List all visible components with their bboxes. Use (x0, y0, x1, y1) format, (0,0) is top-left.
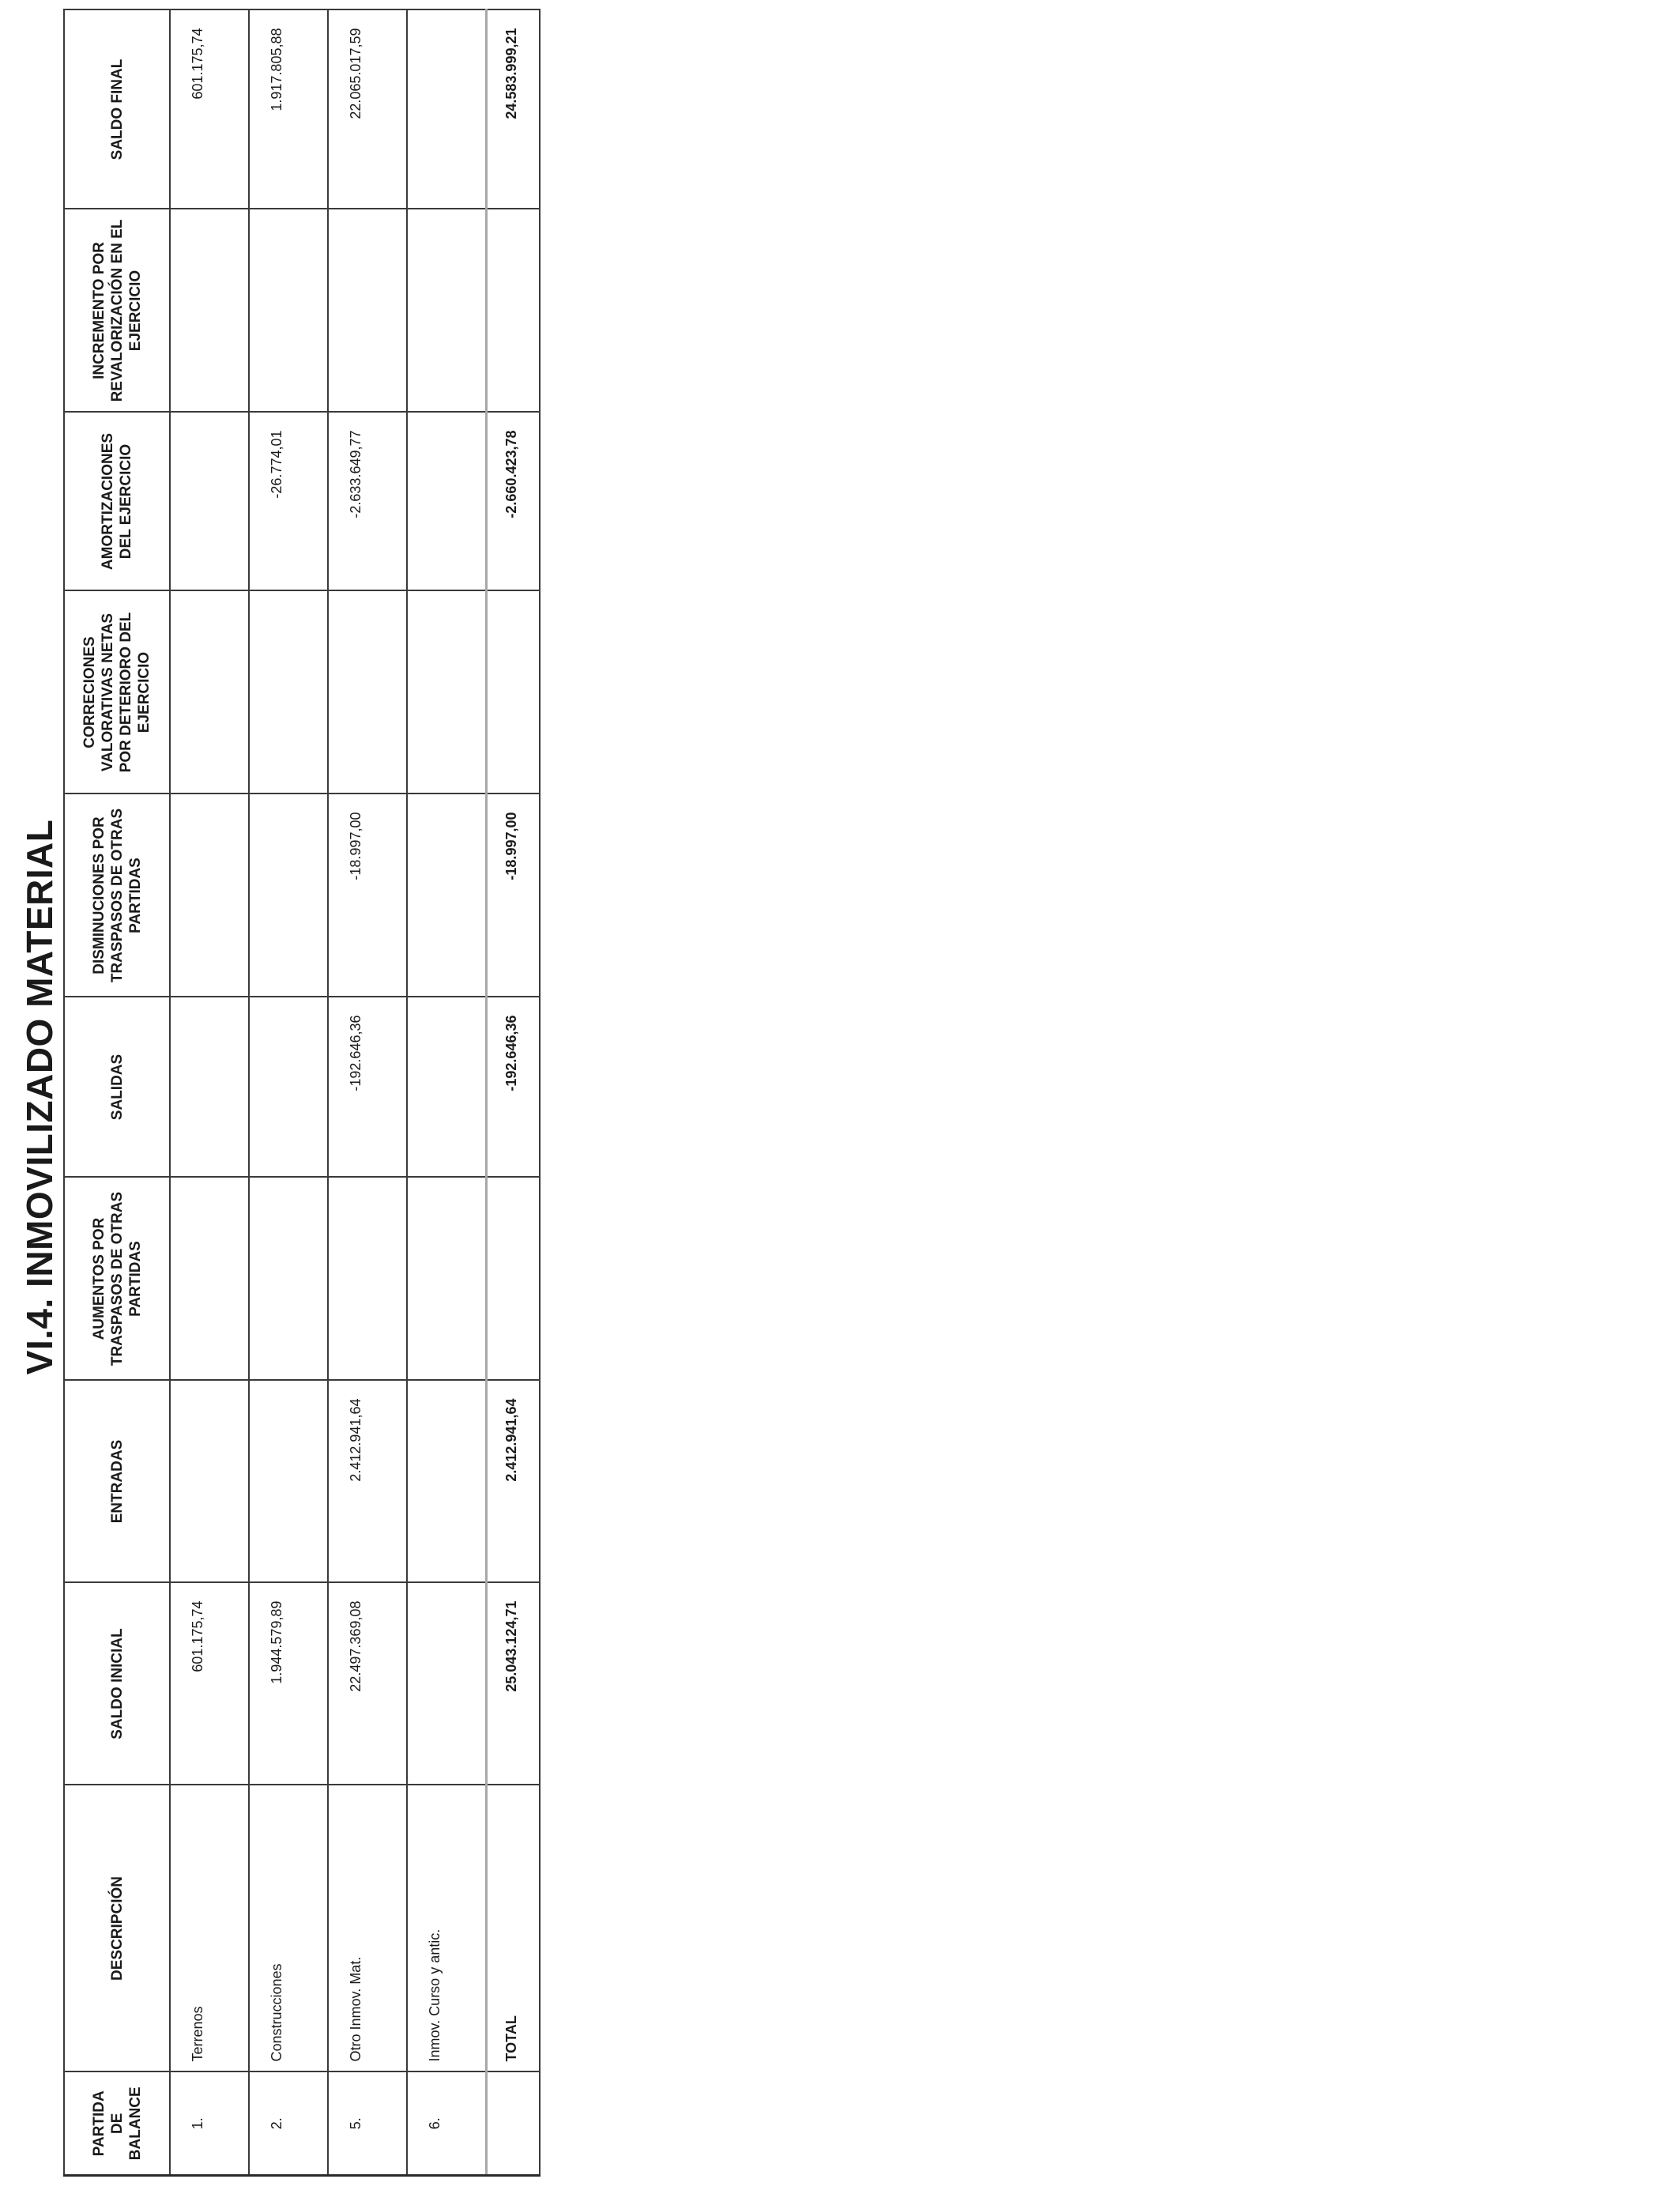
inmovilizado-table (63, 9, 541, 2177)
total-saldo-inicial: 25.043.124,71 (486, 1583, 540, 1785)
cell-entradas: 2.412.941,64 (328, 1381, 407, 1583)
header-entradas: ENTRADAS (64, 1381, 170, 1583)
cell-saldo-inicial: 22.497.369,08 (328, 1583, 407, 1785)
cell-correcciones (328, 591, 407, 794)
cell-descripcion: Terrenos (170, 1785, 249, 2072)
cell-salidas (249, 997, 328, 1178)
cell-saldo-inicial: 1.944.579,89 (249, 1583, 328, 1785)
total-aumentos (486, 1178, 540, 1381)
cell-aumentos (249, 1178, 328, 1381)
cell-amortizaciones: -26.774,01 (249, 413, 328, 591)
rotated-page (0, 0, 553, 2194)
total-amortizaciones: -2.660.423,78 (486, 413, 540, 591)
cell-saldo-final (407, 10, 486, 209)
cell-descripcion: Construcciones (249, 1785, 328, 2072)
cell-entradas (170, 1381, 249, 1583)
cell-partida: 1. (170, 2072, 249, 2176)
table-row (328, 10, 407, 2176)
cell-disminuciones (407, 794, 486, 997)
cell-salidas: -192.646,36 (328, 997, 407, 1178)
total-label: TOTAL (486, 1785, 540, 2072)
header-correcciones: CORRECIONES VALORATIVAS NETAS POR DETERIORO DEL EJERCICIO (64, 591, 170, 794)
cell-amortizaciones (170, 413, 249, 591)
cell-saldo-inicial: 601.175,74 (170, 1583, 249, 1785)
cell-aumentos (170, 1178, 249, 1381)
total-disminuciones: -18.997,00 (486, 794, 540, 997)
cell-disminuciones (170, 794, 249, 997)
cell-amortizaciones (407, 413, 486, 591)
total-saldo-final: 24.583.999,21 (486, 10, 540, 209)
cell-partida: 5. (328, 2072, 407, 2176)
cell-entradas (407, 1381, 486, 1583)
cell-correcciones (407, 591, 486, 794)
header-disminuciones: DISMINUCIONES POR TRASPASOS DE OTRAS PARTIDAS (64, 794, 170, 997)
total-correcciones (486, 591, 540, 794)
cell-aumentos (328, 1178, 407, 1381)
cell-disminuciones (249, 794, 328, 997)
table-row (407, 10, 486, 2176)
cell-incremento (249, 209, 328, 413)
cell-disminuciones: -18.997,00 (328, 794, 407, 997)
total-salidas: -192.646,36 (486, 997, 540, 1178)
table-header-row (64, 10, 170, 2176)
header-salidas: SALIDAS (64, 997, 170, 1178)
header-amortizaciones: AMORTIZACIONES DEL EJERCICIO (64, 413, 170, 591)
cell-amortizaciones: -2.633.649,77 (328, 413, 407, 591)
header-saldo-inicial: SALDO INICIAL (64, 1583, 170, 1785)
cell-descripcion: Otro Inmov. Mat. (328, 1785, 407, 2072)
header-descripcion: DESCRIPCIÓN (64, 1785, 170, 2072)
cell-correcciones (249, 591, 328, 794)
header-saldo-final: SALDO FINAL (64, 10, 170, 209)
page-title: VI.4. INMOVILIZADO MATERIAL (19, 819, 60, 1375)
total-incremento (486, 209, 540, 413)
cell-total-partida (486, 2072, 540, 2176)
cell-partida: 2. (249, 2072, 328, 2176)
cell-saldo-final: 601.175,74 (170, 10, 249, 209)
cell-partida: 6. (407, 2072, 486, 2176)
total-entradas: 2.412.941,64 (486, 1381, 540, 1583)
cell-saldo-inicial (407, 1583, 486, 1785)
cell-entradas (249, 1381, 328, 1583)
table-row (170, 10, 249, 2176)
cell-descripcion: Inmov. Curso y antic. (407, 1785, 486, 2072)
cell-incremento (170, 209, 249, 413)
header-incremento: INCREMENTO POR REVALORIZACIÓN EN EL EJERCICIO (64, 209, 170, 413)
cell-aumentos (407, 1178, 486, 1381)
total-row (486, 10, 540, 2176)
header-partida: PARTIDA DE BALANCE (64, 2072, 170, 2176)
cell-correcciones (170, 591, 249, 794)
cell-salidas (170, 997, 249, 1178)
cell-salidas (407, 997, 486, 1178)
header-aumentos: AUMENTOS POR TRASPASOS DE OTRAS PARTIDAS (64, 1178, 170, 1381)
cell-saldo-final: 1.917.805,88 (249, 10, 328, 209)
cell-saldo-final: 22.065.017,59 (328, 10, 407, 209)
cell-incremento (407, 209, 486, 413)
cell-incremento (328, 209, 407, 413)
table-row (249, 10, 328, 2176)
